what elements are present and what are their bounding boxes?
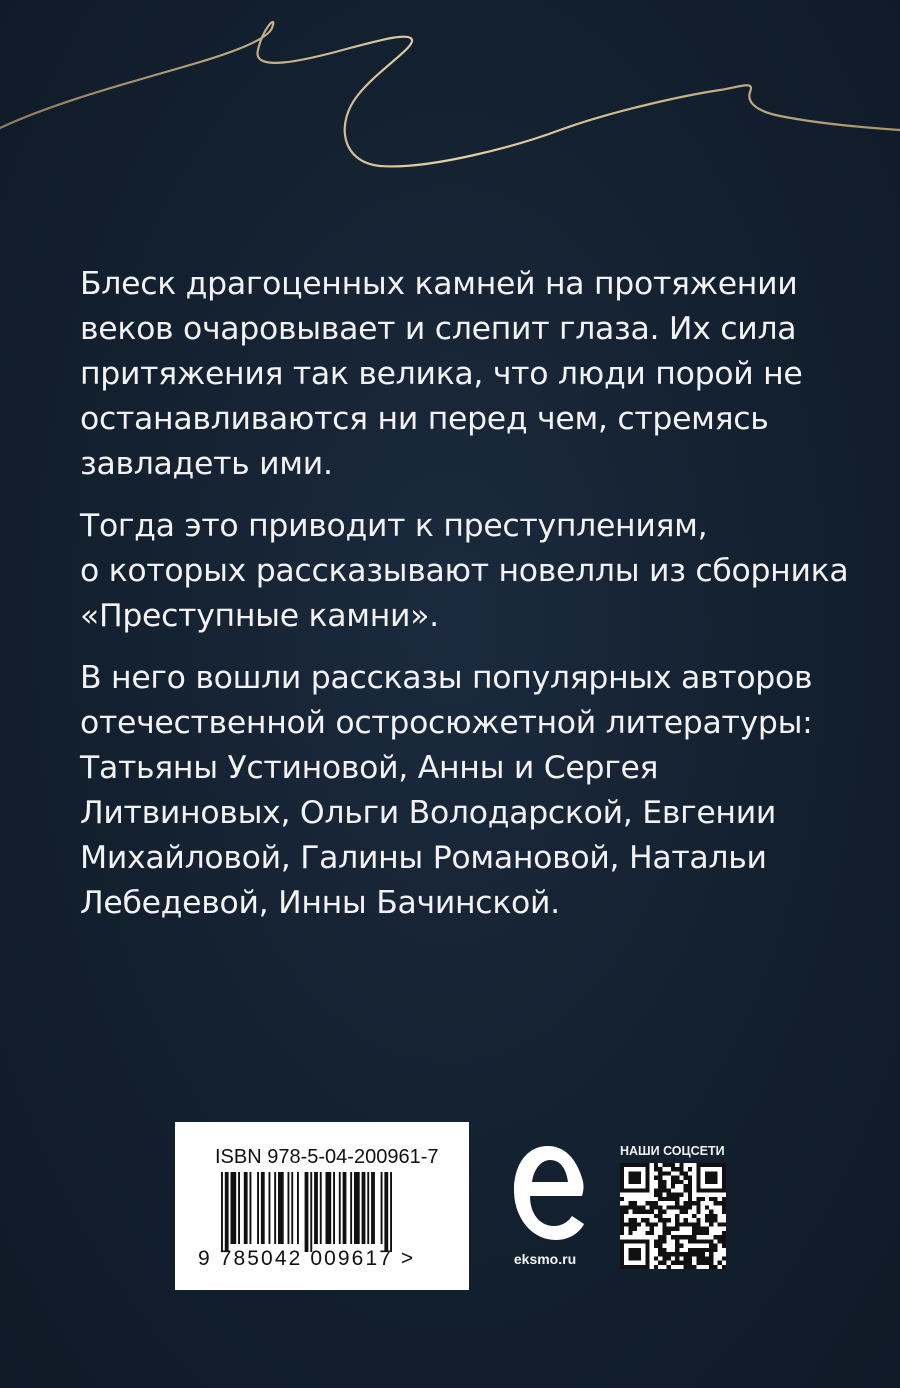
description-line: В него вошли рассказы популярных авторов: [80, 660, 813, 696]
description-line: веков очаровывает и слепит глаза. Их сила: [80, 311, 797, 347]
description-paragraph: [80, 656, 860, 926]
isbn-number: ISBN 978-5-04-200961-7: [215, 1146, 439, 1168]
description-line: Тогда это приводит к преступлениям,: [80, 508, 708, 544]
gold-flourish-decoration: [0, 0, 900, 200]
description-line: останавливаются ни перед чем, стремясь: [80, 401, 769, 437]
description-line: Литвиновых, Ольги Володарской, Евгении: [80, 795, 777, 831]
description-line: Блеск драгоценных камней на протяжении: [80, 266, 798, 302]
description-line: завладеть ими.: [80, 446, 333, 482]
eksmo-logo-icon: [508, 1140, 588, 1250]
description-line: о которых рассказывают новеллы из сборника: [80, 553, 849, 589]
description-line: Лебедевой, Инны Бачинской.: [80, 885, 560, 921]
description-line: Татьяны Устиновой, Анны и Сергея: [80, 750, 659, 786]
description-line: Михайловой, Галины Романовой, Натальи: [80, 840, 767, 876]
barcode-digits: 9 785042 009617 >: [198, 1247, 416, 1270]
description-line: отечественной остросюжетной литературы:: [80, 705, 813, 741]
description-line: притяжения так велика, что люди порой не: [80, 356, 803, 392]
book-description: [80, 262, 860, 943]
description-line: «Преступные камни».: [80, 598, 439, 634]
isbn-barcode-panel: [175, 1122, 469, 1290]
description-paragraph: [80, 504, 860, 639]
publisher-url: eksmo.ru: [513, 1251, 577, 1267]
description-paragraph: [80, 262, 860, 487]
social-networks-label: НАШИ СОЦСЕТИ: [620, 1144, 725, 1158]
qr-code-icon: [620, 1163, 726, 1269]
